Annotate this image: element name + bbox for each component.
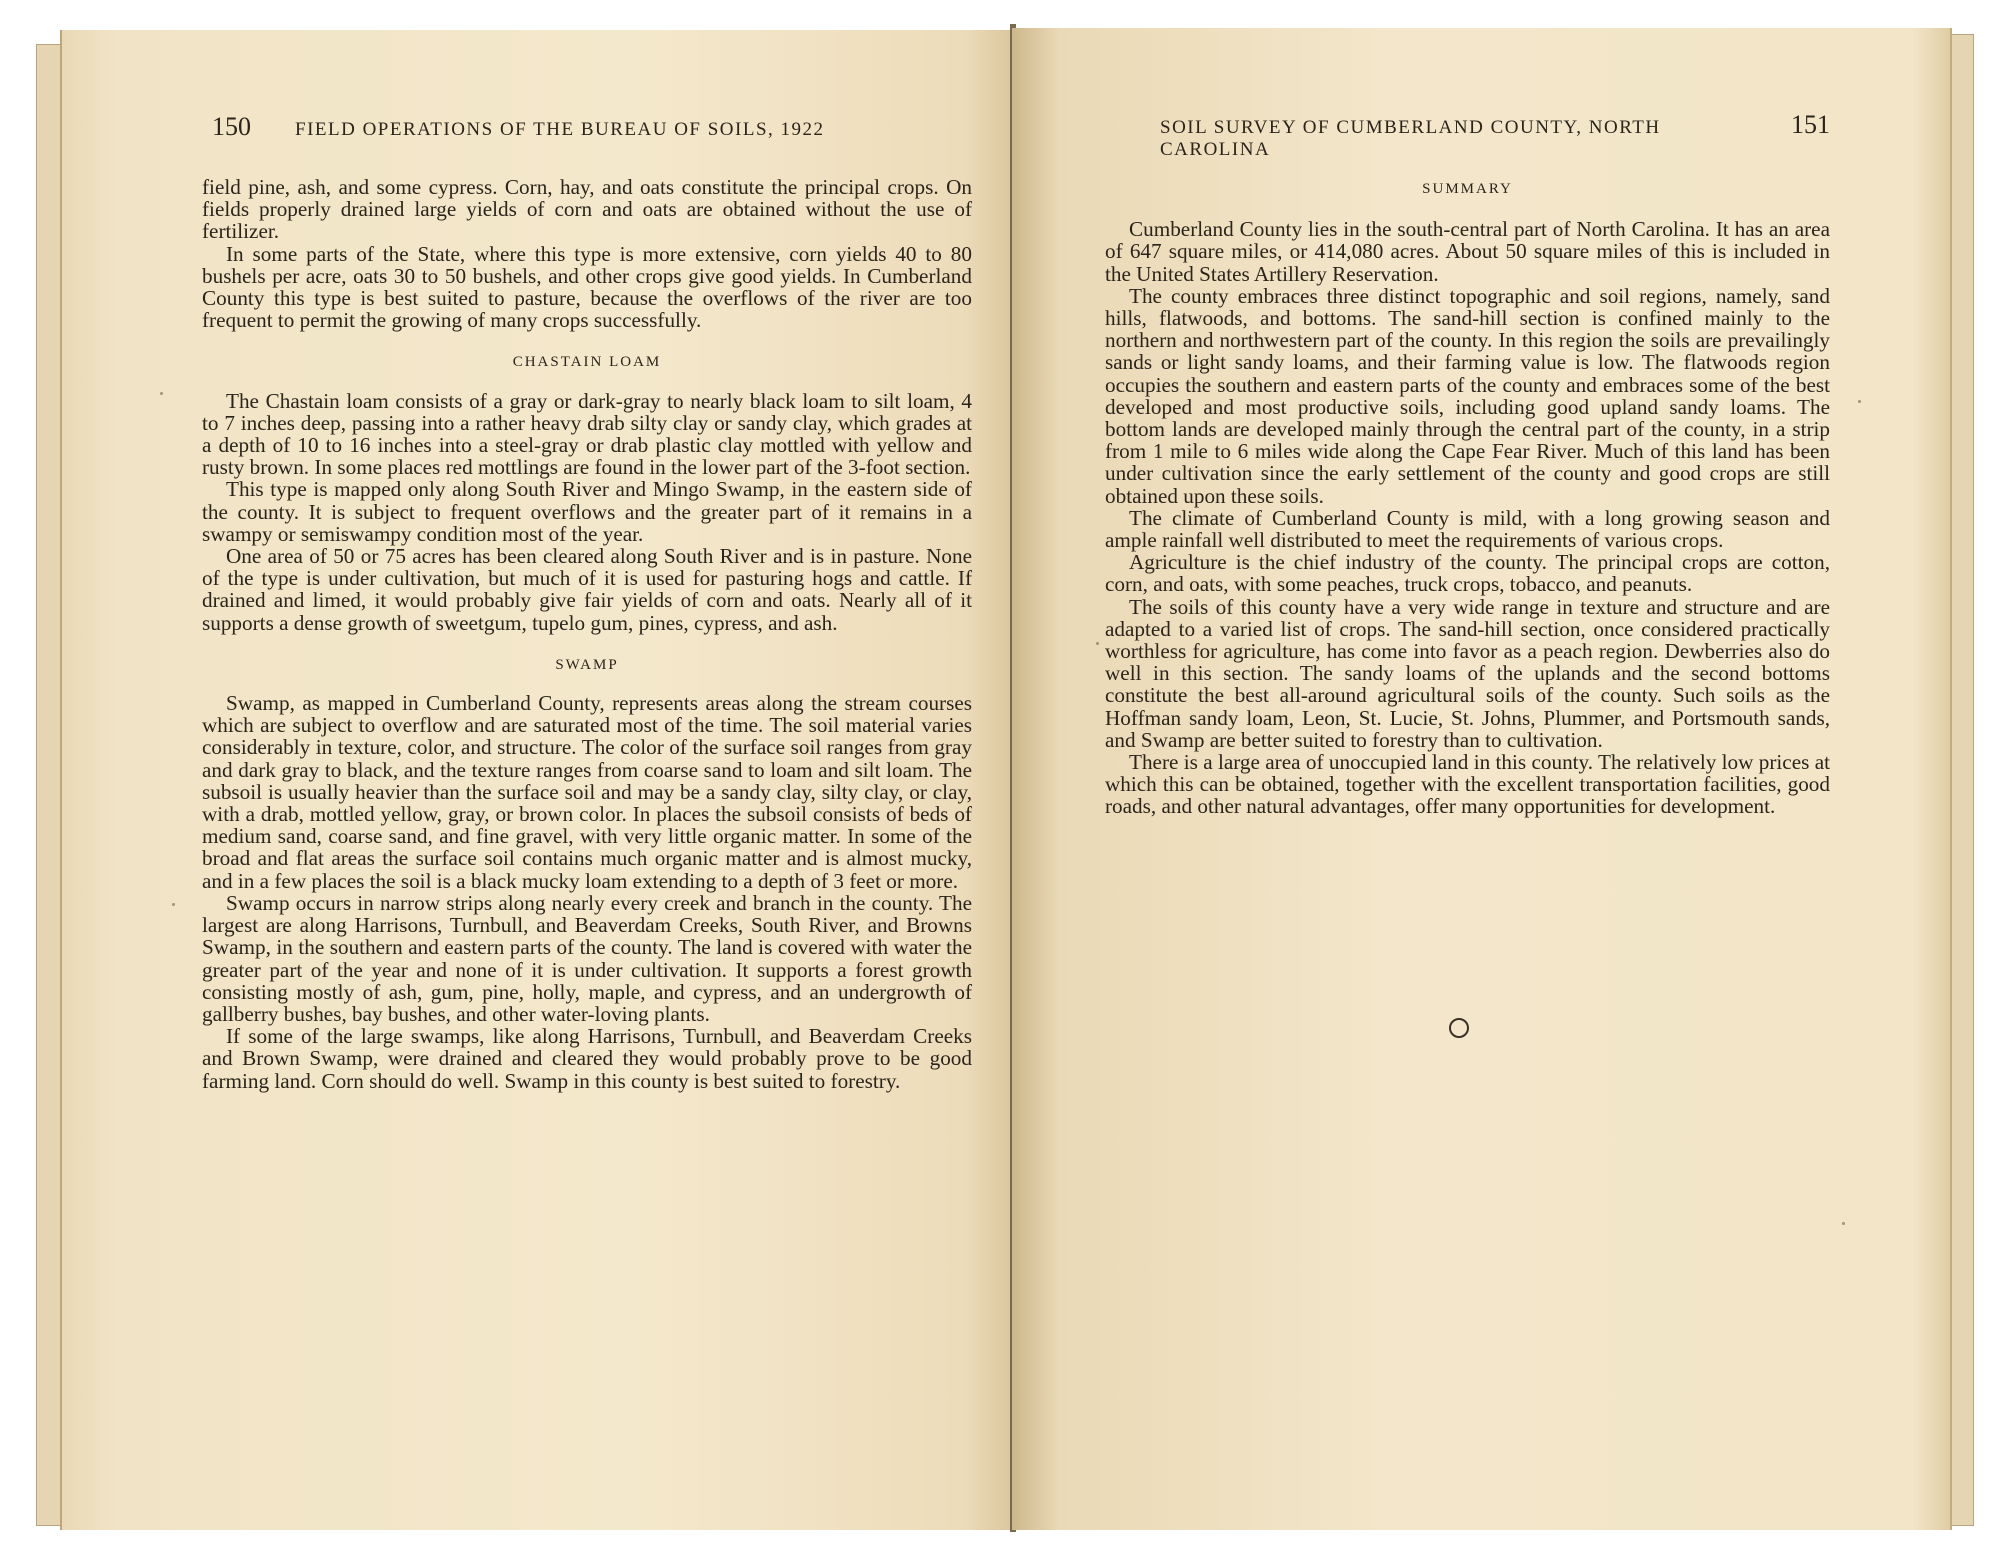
chastain-loam-heading: CHASTAIN LOAM [512, 354, 662, 371]
paper-speck [1096, 642, 1099, 645]
paragraph: field pine, ash, and some cypress. Corn, hay, and oats constitute the principal crops. On fields properly drained large yields of corn and oats are obtained without the use of fertilizer. [202, 175, 972, 244]
paragraph: Cumberland County lies in the south-central part of North Carolina. It has an area of 647 square miles, or 414,080 acres. About 50 square miles of this is included in the United States Artillery Reservation. [1105, 217, 1830, 286]
paper-speck [160, 392, 163, 395]
paper-speck [1858, 400, 1861, 403]
right-page [1012, 28, 1952, 1530]
left-text-column [202, 176, 972, 1092]
summary-heading: SUMMARY [1422, 181, 1513, 197]
paragraph: This type is mapped only along South River and Mingo Swamp, in the eastern side of the county. It is subject to frequent overflows and the greater part of it remains in a swampy or semiswampy condition most of the year. [202, 477, 972, 546]
left-running-title: FIELD OPERATIONS OF THE BUREAU OF SOILS, 1922 [295, 119, 825, 140]
right-text-column [1105, 174, 1830, 818]
right-running-head [1160, 110, 1830, 161]
paragraph: The climate of Cumberland County is mild, with a long growing season and ample rainfall well distributed to meet the requirements of various crops. [1105, 505, 1830, 553]
paragraph: Swamp, as mapped in Cumberland County, represents areas along the stream courses which are subject to overflow and are saturated most of the time. The soil material varies considerably in texture, color, and structure. The color of the surface soil ranges from gray and dark gray to black, and the texture ranges from coarse sand to loam and silt loam. The subsoil is usually heavier than the surface soil and may be a sandy clay, silty clay, or clay, with a drab, mottled yellow, gray, or brown color. In places the subsoil consists of beds of medium sand, coarse sand, and fine gravel, with very little organic matter. In some of the broad and flat areas the surface soil contains much organic matter and is almost mucky, and in a few places the soil is a black mucky loam extending to a depth of 3 feet or more. [202, 691, 972, 893]
paragraph: The Chastain loam consists of a gray or dark-gray to nearly black loam to silt loam, 4 to 7 inches deep, passing into a rather heavy drab silty clay or sandy clay, which grades at a depth of 10 to 16 inches into a steel-gray or drab plastic clay mottled with yellow and rusty brown. In some places red mottlings are found in the lower part of the 3-foot section. [202, 388, 972, 480]
paper-speck [172, 903, 175, 906]
paragraph: The soils of this county have a very wide range in texture and structure and are adapted to a varied list of crops. The sand-hill section, once considered practically worthless for agriculture, has come into favor as a peach region. Dewberries also do well in this section. The sandy loams of the uplands and the second bottoms constitute the best all-around agricultural soils of the county. Such soils as the Hoffman sandy loam, Leon, St. Lucie, St. Johns, Plummer, and Portsmouth sands, and Swamp are better suited to forestry than to cultivation. [1105, 594, 1830, 752]
paragraph: If some of the large swamps, like along Harrisons, Turnbull, and Beaverdam Creeks and Brown Swamp, were drained and cleared they would probably prove to be good farming land. Corn should do well. Swamp in this county is best suited to forestry. [202, 1024, 972, 1093]
end-ornament-circle [1449, 1018, 1469, 1038]
paper-speck [1842, 1222, 1845, 1225]
right-running-title: SOIL SURVEY OF CUMBERLAND COUNTY, NORTH CAROLINA [1160, 117, 1661, 160]
left-page-number: 150 [212, 112, 251, 141]
paragraph: The county embraces three distinct topographic and soil regions, namely, sand hills, flatwoods, and bottoms. The sand-hill section is confined mainly to the northern and northwestern part of the county. In this region the soils are prevailingly sands or light sandy loams, and their farming value is low. The flatwoods region occupies the southern and eastern parts of the county and embraces some of the best developed and most productive soils, including good upland sandy loams. The bottom lands are developed mainly through the central part of the county, in a strip from 1 mile to 6 miles wide along the Cape Fear River. Much of this land has been under cultivation since the early settlement of the county and good crops are still obtained upon these soils. [1105, 283, 1830, 508]
paragraph: Agriculture is the chief industry of the county. The principal crops are cotton, corn, and oats, with some peaches, truck crops, tobacco, and peanuts. [1105, 550, 1830, 597]
paragraph: One area of 50 or 75 acres has been cleared along South River and is in pasture. None of the type is under cultivation, but much of it is used for pasturing hogs and cattle. If drained and limed, it would probably give fair yields of corn and oats. Nearly all of it supports a dense growth of sweetgum, tupelo gum, pines, cypress, and ash. [202, 544, 972, 635]
paragraph: There is a large area of unoccupied land in this county. The relatively low prices at which this can be obtained, together with the excellent transportation facilities, good roads, and other natural advantages, offer many opportunities for development. [1105, 750, 1830, 819]
swamp-heading: SWAMP [555, 656, 619, 673]
paragraph: In some parts of the State, where this type is more extensive, corn yields 40 to 80 bushels per acre, oats 30 to 50 bushels, and other crops give good yields. In Cumberland County this type is best suited to pasture, because the overflows of the river are too frequent to permit the growing of many crops successfully. [202, 241, 972, 333]
paragraph: Swamp occurs in narrow strips along nearly every creek and branch in the county. The largest are along Harrisons, Turnbull, and Beaverdam Creeks, South River, and Browns Swamp, in the southern and eastern parts of the county. The land is covered with water the greater part of the year and none of it is under cultivation. It supports a forest growth consisting mostly of ash, gum, pine, holly, maple, and cypress, and an undergrowth of gallberry bushes, bay bushes, and other water-loving plants. [202, 890, 972, 1026]
left-page [60, 30, 1020, 1530]
left-running-head [212, 112, 982, 142]
right-page-number: 151 [1791, 110, 1830, 139]
